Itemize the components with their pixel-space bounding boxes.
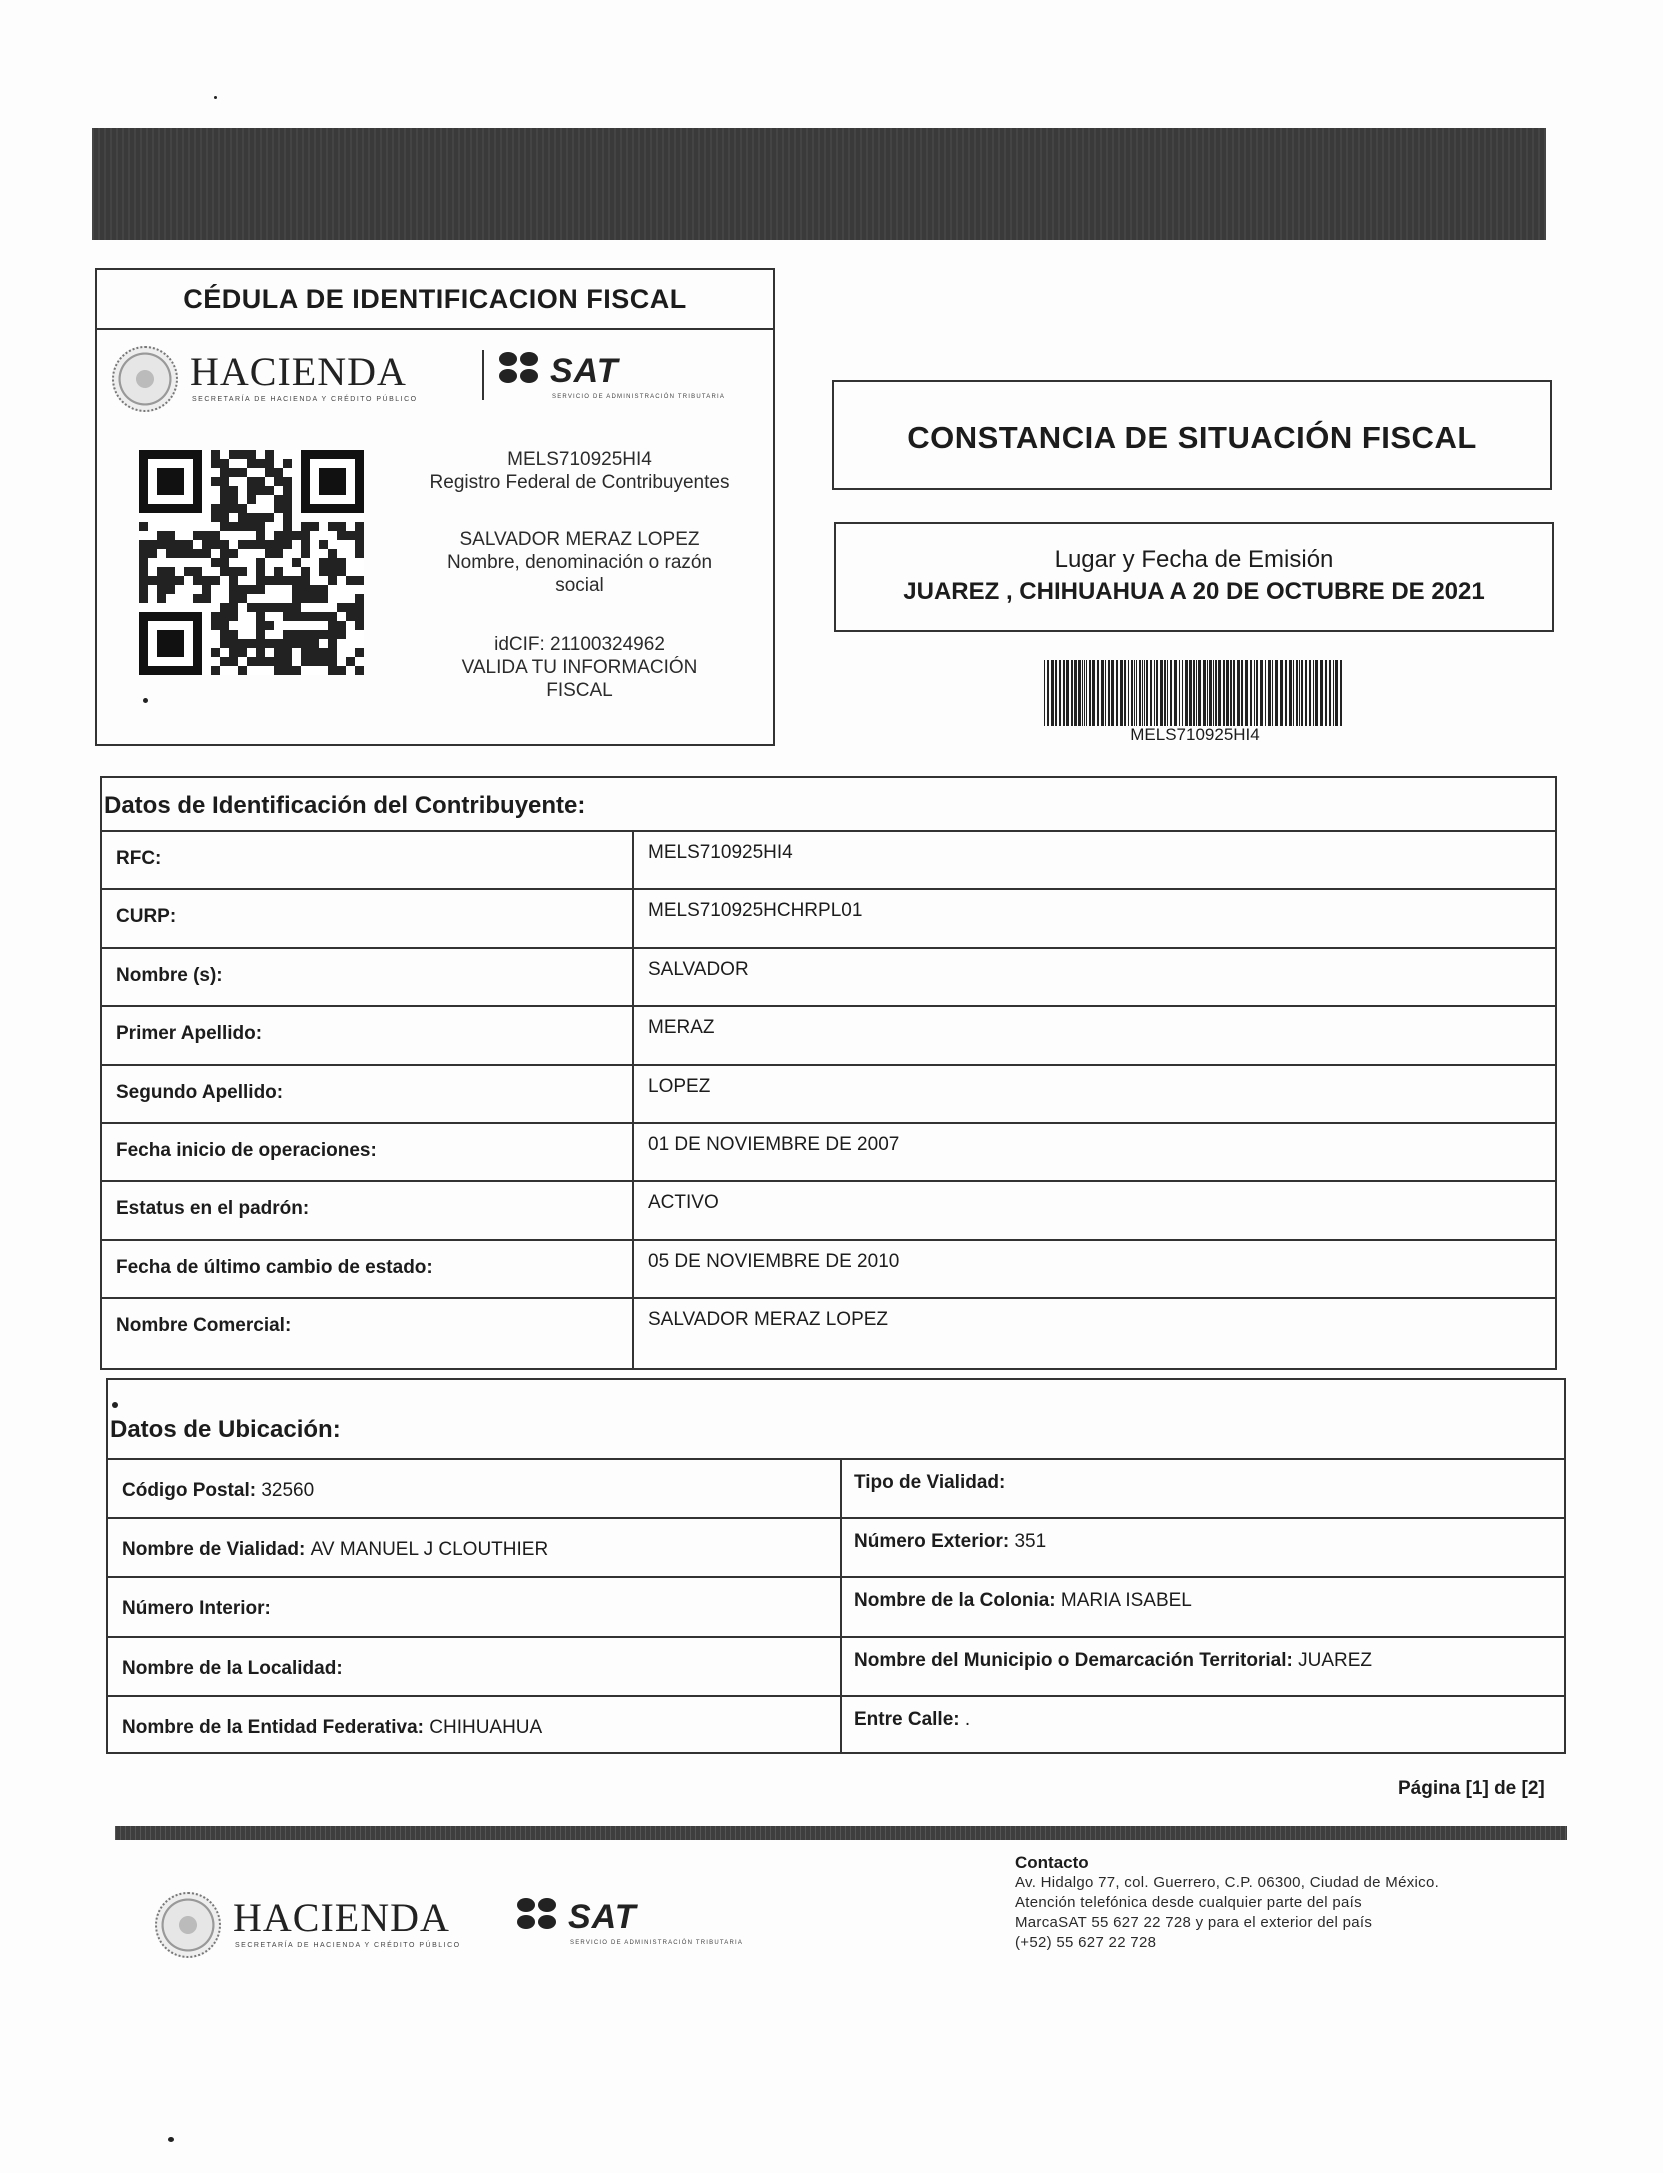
contacto-line: (+52) 55 627 22 728 bbox=[1015, 1934, 1157, 1951]
sat-dots-icon bbox=[517, 1898, 556, 1929]
ubic-right-cell bbox=[854, 1472, 1005, 1494]
ident-label: Estatus en el padrón: bbox=[116, 1198, 310, 1220]
column-divider bbox=[632, 830, 634, 1370]
ident-label: RFC: bbox=[116, 848, 162, 869]
ubic-label: Nombre de la Localidad: bbox=[122, 1657, 343, 1679]
cedula-valida: VALIDA TU INFORMACIÓN bbox=[461, 657, 698, 678]
constancia-box bbox=[832, 380, 1552, 490]
cedula-valida-2: FISCAL bbox=[546, 680, 613, 701]
identificacion-section bbox=[100, 776, 1557, 1370]
cedula-divider bbox=[97, 328, 773, 330]
ubic-right-cell bbox=[854, 1650, 1372, 1672]
ubic-left-cell bbox=[122, 1539, 548, 1561]
row-divider bbox=[102, 1005, 1555, 1007]
ubic-left-cell bbox=[122, 1717, 542, 1739]
ubic-label: Nombre del Municipio o Demarcación Territorial: bbox=[854, 1649, 1293, 1671]
ubic-label: Entre Calle: bbox=[854, 1708, 960, 1730]
scan-speck bbox=[112, 1402, 118, 1408]
ubic-left-cell bbox=[122, 1480, 314, 1502]
sat-logo: SAT bbox=[550, 352, 619, 390]
ident-value: MELS710925HCHRPL01 bbox=[648, 900, 863, 922]
ubic-label: Nombre de la Colonia: bbox=[854, 1590, 1056, 1612]
row-divider bbox=[102, 830, 1555, 832]
contacto-line: Av. Hidalgo 77, col. Guerrero, C.P. 06300, Ciudad de México. bbox=[1015, 1874, 1440, 1891]
row-divider bbox=[102, 1297, 1555, 1299]
ubic-label: Número Interior: bbox=[122, 1598, 271, 1620]
ubic-label: Nombre de Vialidad: bbox=[122, 1539, 306, 1561]
row-divider bbox=[108, 1458, 1564, 1460]
ident-value: SALVADOR bbox=[648, 958, 749, 980]
constancia-title: CONSTANCIA DE SITUACIÓN FISCAL bbox=[907, 420, 1477, 455]
ident-label: Segundo Apellido: bbox=[116, 1081, 284, 1103]
emission-box bbox=[834, 522, 1554, 632]
row-divider bbox=[108, 1576, 1564, 1578]
ubic-right-cell bbox=[854, 1531, 1046, 1553]
sat-dots-icon bbox=[499, 352, 538, 383]
column-divider bbox=[840, 1458, 842, 1754]
logo-row bbox=[112, 344, 762, 414]
row-divider bbox=[102, 1064, 1555, 1066]
mexico-seal-icon bbox=[155, 1892, 221, 1958]
ident-label: Nombre Comercial: bbox=[116, 1315, 292, 1337]
row-divider bbox=[108, 1695, 1564, 1697]
ident-label: Fecha inicio de operaciones: bbox=[116, 1140, 377, 1161]
ubic-value: . bbox=[964, 1708, 971, 1730]
sat-subtitle: SERVICIO DE ADMINISTRACIÓN TRIBUTARIA bbox=[552, 394, 726, 400]
scan-speck bbox=[143, 698, 148, 703]
row-divider bbox=[102, 947, 1555, 949]
ubicacion-section bbox=[106, 1378, 1566, 1754]
ubicacion-title: Datos de Ubicación: bbox=[110, 1416, 341, 1443]
sat-subtitle: SERVICIO DE ADMINISTRACIÓN TRIBUTARIA bbox=[570, 1940, 744, 1946]
scan-speck bbox=[168, 2137, 174, 2142]
scan-speck bbox=[214, 96, 217, 99]
cedula-box bbox=[95, 268, 775, 746]
ubic-value: MARIA ISABEL bbox=[1060, 1590, 1192, 1612]
row-divider bbox=[102, 1239, 1555, 1241]
ubic-right-cell bbox=[854, 1709, 970, 1731]
logo-divider bbox=[482, 350, 484, 400]
hacienda-subtitle: SECRETARÍA DE HACIENDA Y CRÉDITO PÚBLICO bbox=[192, 396, 418, 403]
barcode-icon bbox=[1040, 660, 1350, 726]
ident-value: SALVADOR MERAZ LOPEZ bbox=[648, 1309, 889, 1331]
hacienda-logo: HACIENDA bbox=[190, 349, 407, 394]
footer-logos bbox=[155, 1890, 795, 1960]
ubic-left-cell bbox=[122, 1598, 271, 1620]
ubic-value: 32560 bbox=[261, 1480, 315, 1501]
ubic-value: JUAREZ bbox=[1298, 1649, 1373, 1671]
row-divider bbox=[102, 888, 1555, 890]
ident-value: ACTIVO bbox=[648, 1192, 719, 1214]
page-number: Página [1] de [2] bbox=[1398, 1778, 1545, 1799]
barcode-text: MELS710925HI4 bbox=[1130, 725, 1260, 744]
cedula-name-caption: Nombre, denominación o razón bbox=[446, 552, 713, 573]
row-divider bbox=[102, 1122, 1555, 1124]
cedula-rfc-caption: Registro Federal de Contribuyentes bbox=[429, 472, 730, 493]
contacto-title: Contacto bbox=[1015, 1853, 1089, 1872]
ident-label: CURP: bbox=[116, 906, 177, 928]
cedula-name-caption-2: social bbox=[555, 575, 604, 596]
cedula-rfc: MELS710925HI4 bbox=[507, 449, 652, 470]
row-divider bbox=[102, 1180, 1555, 1182]
ubic-label: Nombre de la Entidad Federativa: bbox=[122, 1716, 424, 1738]
ident-label: Fecha de último cambio de estado: bbox=[116, 1256, 433, 1278]
emission-value: JUAREZ , CHIHUAHUA A 20 DE OCTUBRE DE 2021 bbox=[903, 578, 1485, 605]
ident-value: MELS710925HI4 bbox=[648, 842, 793, 863]
qr-code-icon bbox=[139, 450, 364, 675]
ubic-left-cell bbox=[122, 1658, 343, 1680]
ident-value: MERAZ bbox=[648, 1017, 715, 1039]
ubic-label: Tipo de Vialidad: bbox=[854, 1472, 1006, 1493]
cedula-title: CÉDULA DE IDENTIFICACION FISCAL bbox=[183, 284, 687, 314]
ubic-value: AV MANUEL J CLOUTHIER bbox=[310, 1539, 549, 1561]
ident-value: 01 DE NOVIEMBRE DE 2007 bbox=[648, 1134, 900, 1155]
ident-value: 05 DE NOVIEMBRE DE 2010 bbox=[648, 1250, 900, 1272]
footer-bar bbox=[115, 1826, 1567, 1840]
ident-label: Primer Apellido: bbox=[116, 1023, 263, 1045]
ident-value: LOPEZ bbox=[648, 1075, 711, 1097]
hacienda-subtitle: SECRETARÍA DE HACIENDA Y CRÉDITO PÚBLICO bbox=[235, 1942, 461, 1949]
ubic-value: CHIHUAHUA bbox=[429, 1716, 543, 1738]
sat-logo: SAT bbox=[568, 1898, 637, 1936]
row-divider bbox=[108, 1517, 1564, 1519]
ubic-label: Número Exterior: bbox=[854, 1531, 1010, 1553]
ubic-right-cell bbox=[854, 1590, 1192, 1612]
ubic-value: 351 bbox=[1014, 1531, 1047, 1553]
ubic-label: Código Postal: bbox=[122, 1480, 257, 1501]
cedula-idcif: idCIF: 21100324962 bbox=[494, 634, 665, 655]
contacto-line: Atención telefónica desde cualquier parte del país bbox=[1015, 1894, 1362, 1911]
mexico-seal-icon bbox=[112, 346, 178, 412]
emission-label: Lugar y Fecha de Emisión bbox=[1054, 546, 1334, 573]
contacto-line: MarcaSAT 55 627 22 728 y para el exterior del país bbox=[1015, 1914, 1373, 1931]
row-divider bbox=[108, 1636, 1564, 1638]
identificacion-title: Datos de Identificación del Contribuyente: bbox=[104, 792, 586, 819]
hacienda-logo: HACIENDA bbox=[233, 1895, 450, 1940]
cedula-name: SALVADOR MERAZ LOPEZ bbox=[459, 529, 700, 550]
ident-label: Nombre (s): bbox=[116, 964, 223, 986]
header-bar bbox=[92, 128, 1546, 240]
